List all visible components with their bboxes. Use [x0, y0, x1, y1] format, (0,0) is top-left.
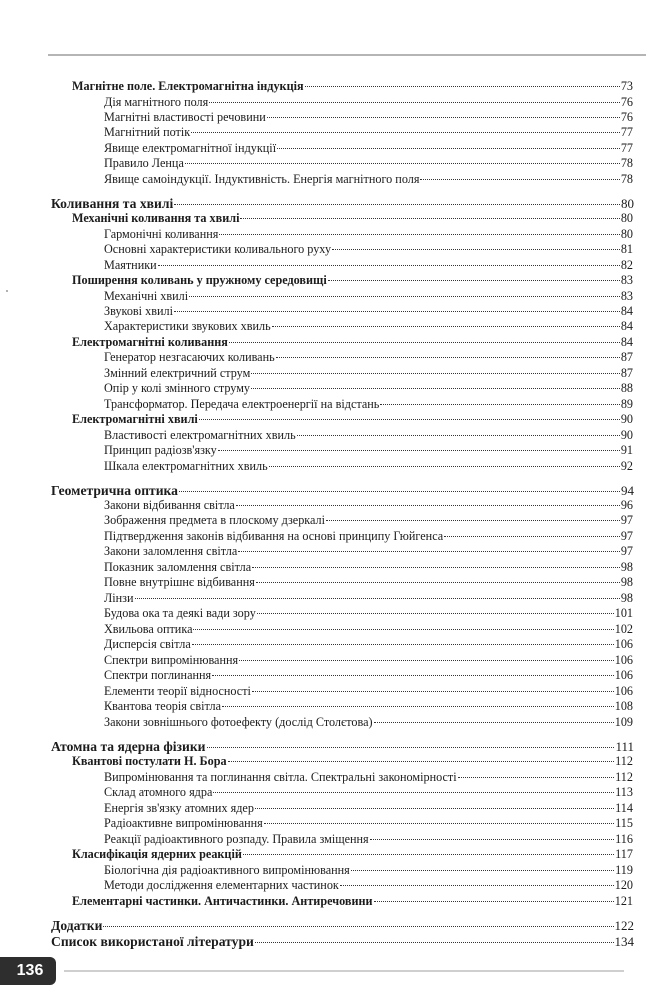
- toc-entry-page: 76: [620, 95, 633, 109]
- dot-leader: [185, 163, 620, 164]
- dot-leader: [189, 296, 620, 297]
- dot-leader: [251, 373, 620, 374]
- toc-entry-title: Поширення коливань у пружному середовищі: [72, 273, 327, 287]
- dot-leader: [240, 218, 619, 219]
- toc-entry-page: 117: [615, 847, 633, 861]
- toc-entry-title: Атомна та ядерна фізики: [51, 739, 206, 754]
- toc-entry-title: Механічні хвилі: [104, 289, 189, 303]
- toc-entry-title: Спектри випромінювання: [104, 653, 239, 667]
- toc-entry-title: Показник заломлення світла: [104, 560, 252, 574]
- dot-leader: [305, 86, 620, 87]
- toc-entry-title: Список використаної літератури: [51, 934, 254, 949]
- toc-section: [0, 412, 654, 427]
- toc-subsection: [0, 575, 654, 590]
- toc-entry-title: Принцип радіозв'язку: [104, 443, 217, 457]
- toc-subsection: [0, 381, 654, 396]
- toc-entry-title: Трансформатор. Передача електроенергії на відстань: [104, 397, 380, 411]
- dot-leader: [269, 466, 620, 467]
- dot-leader: [252, 691, 614, 692]
- dot-leader: [267, 117, 620, 118]
- toc-subsection: [0, 832, 654, 847]
- toc-entry-title: Правило Ленца: [104, 156, 184, 170]
- toc-subsection: [0, 770, 654, 785]
- toc-subsection: [0, 366, 654, 381]
- toc-entry-title: Хвильова оптика: [104, 622, 193, 636]
- toc-entry-title: Лінзи: [104, 591, 134, 605]
- toc-section: [0, 754, 654, 769]
- toc-subsection: [0, 319, 654, 334]
- dot-leader: [191, 132, 620, 133]
- toc-subsection: [0, 397, 654, 412]
- toc-subsection: [0, 544, 654, 559]
- toc-entry-page: 97: [620, 529, 633, 543]
- toc-entry-page: 113: [615, 785, 633, 799]
- page-number-badge: 136: [0, 957, 56, 985]
- dot-leader: [236, 505, 620, 506]
- toc-entry-page: 96: [620, 498, 633, 512]
- toc-entry-page: 120: [614, 878, 633, 892]
- toc-entry-title: Елементарні частинки. Античастинки. Антиречовини: [72, 894, 373, 908]
- dot-leader: [243, 854, 614, 855]
- toc-entry-page: 76: [620, 110, 633, 124]
- toc-subsection: [0, 668, 654, 683]
- toc-entry-title: Електромагнітні коливання: [72, 335, 228, 349]
- dot-leader: [276, 357, 620, 358]
- toc-entry-title: Закони зовнішнього фотоефекту (дослід Столєтова): [104, 715, 373, 729]
- toc-entry-title: Явище самоіндукції. Індуктивність. Енергія магнітного поля: [104, 172, 420, 186]
- toc-entry-page: 77: [620, 125, 633, 139]
- toc-subsection: [0, 443, 654, 458]
- toc-subsection: [0, 513, 654, 528]
- toc-entry-title: Магнітне поле. Електромагнітна індукція: [72, 79, 304, 93]
- toc-entry-title: Коливання та хвилі: [51, 196, 174, 211]
- toc-entry-page: 119: [615, 863, 633, 877]
- toc-entry-title: Спектри поглинання: [104, 668, 212, 682]
- dot-leader: [326, 520, 620, 521]
- toc-subsection: [0, 622, 654, 637]
- toc-subsection: [0, 816, 654, 831]
- toc-entry-title: Квантова теорія світла: [104, 699, 221, 713]
- toc-entry-title: Магнітний потік: [104, 125, 191, 139]
- toc-entry-title: Опір у колі змінного струму: [104, 381, 251, 395]
- toc-entry-page: 106: [614, 684, 633, 698]
- toc-subsection: [0, 498, 654, 513]
- toc-subsection: [0, 258, 654, 273]
- dot-leader: [193, 629, 613, 630]
- toc-entry-title: Гармонічні коливання: [104, 227, 219, 241]
- toc-subsection: [0, 110, 654, 125]
- toc-entry-title: Електромагнітні хвилі: [72, 412, 198, 426]
- toc-entry-title: Склад атомного ядра: [104, 785, 213, 799]
- dot-leader: [272, 326, 620, 327]
- toc-entry-page: 122: [614, 918, 634, 933]
- toc-entry-title: Підтвердження законів відбивання на основі принципу Гюйгенса: [104, 529, 444, 543]
- dot-leader: [218, 450, 620, 451]
- toc-subsection: [0, 637, 654, 652]
- toc-section: [0, 273, 654, 288]
- toc-section: [0, 79, 654, 94]
- toc-entry-page: 101: [614, 606, 633, 620]
- dot-leader: [420, 179, 619, 180]
- toc-subsection: [0, 428, 654, 443]
- toc-entry-page: 109: [614, 715, 633, 729]
- toc-entry-page: 92: [620, 459, 633, 473]
- toc-entry-page: 94: [621, 483, 634, 498]
- toc-entry-page: 80: [620, 227, 633, 241]
- dot-leader: [207, 747, 615, 748]
- toc-entry-page: 78: [620, 172, 633, 186]
- dot-leader: [257, 613, 614, 614]
- toc-entry-page: 134: [614, 934, 634, 949]
- toc-entry-page: 73: [620, 79, 633, 93]
- toc-subsection: [0, 699, 654, 714]
- toc-entry-page: 83: [620, 273, 633, 287]
- toc-section: [0, 211, 654, 226]
- dot-leader: [458, 777, 615, 778]
- toc-entry-title: Реакції радіоактивного розпаду. Правила зміщення: [104, 832, 369, 846]
- toc-chapter: [0, 739, 654, 754]
- toc-entry-page: 98: [620, 575, 633, 589]
- toc-subsection: [0, 560, 654, 575]
- toc-entry-title: Звукові хвилі: [104, 304, 173, 318]
- dot-leader: [179, 491, 620, 492]
- toc-chapter: [0, 918, 654, 933]
- dot-leader: [222, 706, 614, 707]
- toc-entry-title: Будова ока та деякі вади зору: [104, 606, 256, 620]
- toc-entry-page: 84: [620, 319, 633, 333]
- toc-subsection: [0, 606, 654, 621]
- dot-leader: [374, 722, 614, 723]
- toc-subsection: [0, 459, 654, 474]
- toc-entry-title: Магнітні властивості речовини: [104, 110, 266, 124]
- toc-entry-page: 84: [620, 335, 633, 349]
- dot-leader: [213, 792, 614, 793]
- toc-entry-page: 88: [620, 381, 633, 395]
- toc-subsection: [0, 156, 654, 171]
- toc-chapter: [0, 483, 654, 498]
- dot-leader: [380, 404, 620, 405]
- toc-entry-page: 106: [614, 653, 633, 667]
- toc-entry-page: 111: [615, 739, 634, 754]
- toc-entry-page: 78: [620, 156, 633, 170]
- toc-entry-title: Геометрична оптика: [51, 483, 178, 498]
- toc-entry-page: 89: [620, 397, 633, 411]
- toc-entry-page: 87: [620, 366, 633, 380]
- toc-entry-title: Шкала електромагнітних хвиль: [104, 459, 268, 473]
- toc-subsection: [0, 529, 654, 544]
- dot-leader: [297, 435, 620, 436]
- toc-subsection: [0, 227, 654, 242]
- dot-leader: [256, 582, 620, 583]
- toc-entry-page: 80: [621, 196, 634, 211]
- toc-entry-title: Змінний електричний струм: [104, 366, 251, 380]
- toc-entry-title: Радіоактивне випромінювання: [104, 816, 263, 830]
- toc-entry-page: 106: [614, 637, 633, 651]
- dot-leader: [158, 265, 620, 266]
- toc-entry-title: Енергія зв'язку атомних ядер: [104, 801, 254, 815]
- dot-leader: [351, 870, 614, 871]
- toc-entry-title: Дія магнітного поля: [104, 95, 209, 109]
- bottom-rule: [64, 970, 624, 972]
- toc-subsection: [0, 242, 654, 257]
- dot-leader: [135, 598, 620, 599]
- toc-entry-title: Елементи теорії відносності: [104, 684, 251, 698]
- dot-leader: [252, 567, 620, 568]
- toc-entry-title: Випромінювання та поглинання світла. Спектральні закономірності: [104, 770, 457, 784]
- dot-leader: [192, 644, 614, 645]
- toc-entry-page: 90: [620, 428, 633, 442]
- dot-leader: [212, 675, 614, 676]
- dot-leader: [255, 808, 614, 809]
- dot-leader: [219, 234, 619, 235]
- toc-subsection: [0, 715, 654, 730]
- dot-leader: [255, 942, 614, 943]
- toc-subsection: [0, 785, 654, 800]
- toc-entry-title: Зображення предмета в плоскому дзеркалі: [104, 513, 326, 527]
- toc-entry-page: 115: [615, 816, 633, 830]
- toc-entry-page: 91: [620, 443, 633, 457]
- toc-entry-title: Закони відбивання світла: [104, 498, 235, 512]
- toc-subsection: [0, 801, 654, 816]
- toc-entry-page: 97: [620, 513, 633, 527]
- dot-leader: [199, 419, 620, 420]
- dot-leader: [374, 901, 614, 902]
- toc-subsection: [0, 95, 654, 110]
- dot-leader: [370, 839, 614, 840]
- toc-subsection: [0, 350, 654, 365]
- toc-entry-title: Дисперсія світла: [104, 637, 191, 651]
- toc-entry-page: 77: [620, 141, 633, 155]
- dot-leader: [340, 885, 614, 886]
- top-rule: [48, 54, 646, 56]
- toc-entry-page: 81: [620, 242, 633, 256]
- toc-entry-title: Механічні коливання та хвилі: [72, 211, 240, 225]
- toc-entry-page: 114: [615, 801, 633, 815]
- toc-entry-title: Генератор незгасаючих коливань: [104, 350, 275, 364]
- toc-entry-page: 87: [620, 350, 633, 364]
- dot-leader: [444, 536, 620, 537]
- toc-subsection: [0, 304, 654, 319]
- toc-subsection: [0, 878, 654, 893]
- toc-subsection: [0, 684, 654, 699]
- toc-entry-title: Класифікація ядерних реакцій: [72, 847, 242, 861]
- dot-leader: [332, 249, 620, 250]
- toc-entry-page: 112: [615, 754, 633, 768]
- toc-entry-page: 98: [620, 591, 633, 605]
- dot-leader: [103, 926, 613, 927]
- toc-entry-page: 102: [614, 622, 633, 636]
- toc-entry-page: 112: [615, 770, 633, 784]
- dot-leader: [174, 204, 620, 205]
- toc-entry-page: 80: [620, 211, 633, 225]
- toc-entry-title: Маятники: [104, 258, 157, 272]
- toc-section: [0, 335, 654, 350]
- toc-subsection: [0, 591, 654, 606]
- toc-subsection: [0, 125, 654, 140]
- toc-entry-title: Методи дослідження елементарних частинок: [104, 878, 339, 892]
- toc-entry-page: 106: [614, 668, 633, 682]
- dot-leader: [229, 342, 620, 343]
- dot-leader: [277, 148, 620, 149]
- toc-subsection: [0, 172, 654, 187]
- toc-entry-page: 121: [614, 894, 633, 908]
- dot-leader: [264, 823, 614, 824]
- toc-subsection: [0, 289, 654, 304]
- toc-entry-title: Явище електромагнітної індукції: [104, 141, 277, 155]
- toc-entry-page: 97: [620, 544, 633, 558]
- toc-subsection: [0, 141, 654, 156]
- toc-entry-page: 84: [620, 304, 633, 318]
- dot-leader: [328, 280, 620, 281]
- toc-entry-page: 116: [615, 832, 633, 846]
- toc-entry-page: 83: [620, 289, 633, 303]
- dot-leader: [238, 551, 620, 552]
- toc-subsection: [0, 653, 654, 668]
- toc-entry-title: Характеристики звукових хвиль: [104, 319, 271, 333]
- toc-entry-page: 82: [620, 258, 633, 272]
- toc-entry-page: 98: [620, 560, 633, 574]
- toc-section: [0, 894, 654, 909]
- toc-entry-title: Квантові постулати Н. Бора: [72, 754, 227, 768]
- dot-leader: [251, 388, 620, 389]
- dot-leader: [228, 761, 615, 762]
- toc-entry-title: Біологічна дія радіоактивного випромінювання: [104, 863, 350, 877]
- toc-chapter: [0, 196, 654, 211]
- dot-leader: [209, 102, 620, 103]
- toc-subsection: [0, 863, 654, 878]
- toc-entry-title: Властивості електромагнітних хвиль: [104, 428, 296, 442]
- toc-entry-title: Додатки: [51, 918, 103, 933]
- toc-entry-title: Повне внутрішнє відбивання: [104, 575, 255, 589]
- toc-entry-page: 90: [620, 412, 633, 426]
- dot-leader: [239, 660, 614, 661]
- dot-leader: [174, 311, 620, 312]
- toc-section: [0, 847, 654, 862]
- toc-chapter: [0, 934, 654, 949]
- toc-entry-title: Закони заломлення світла: [104, 544, 238, 558]
- toc-entry-page: 108: [614, 699, 633, 713]
- toc-entry-title: Основні характеристики коливального руху: [104, 242, 332, 256]
